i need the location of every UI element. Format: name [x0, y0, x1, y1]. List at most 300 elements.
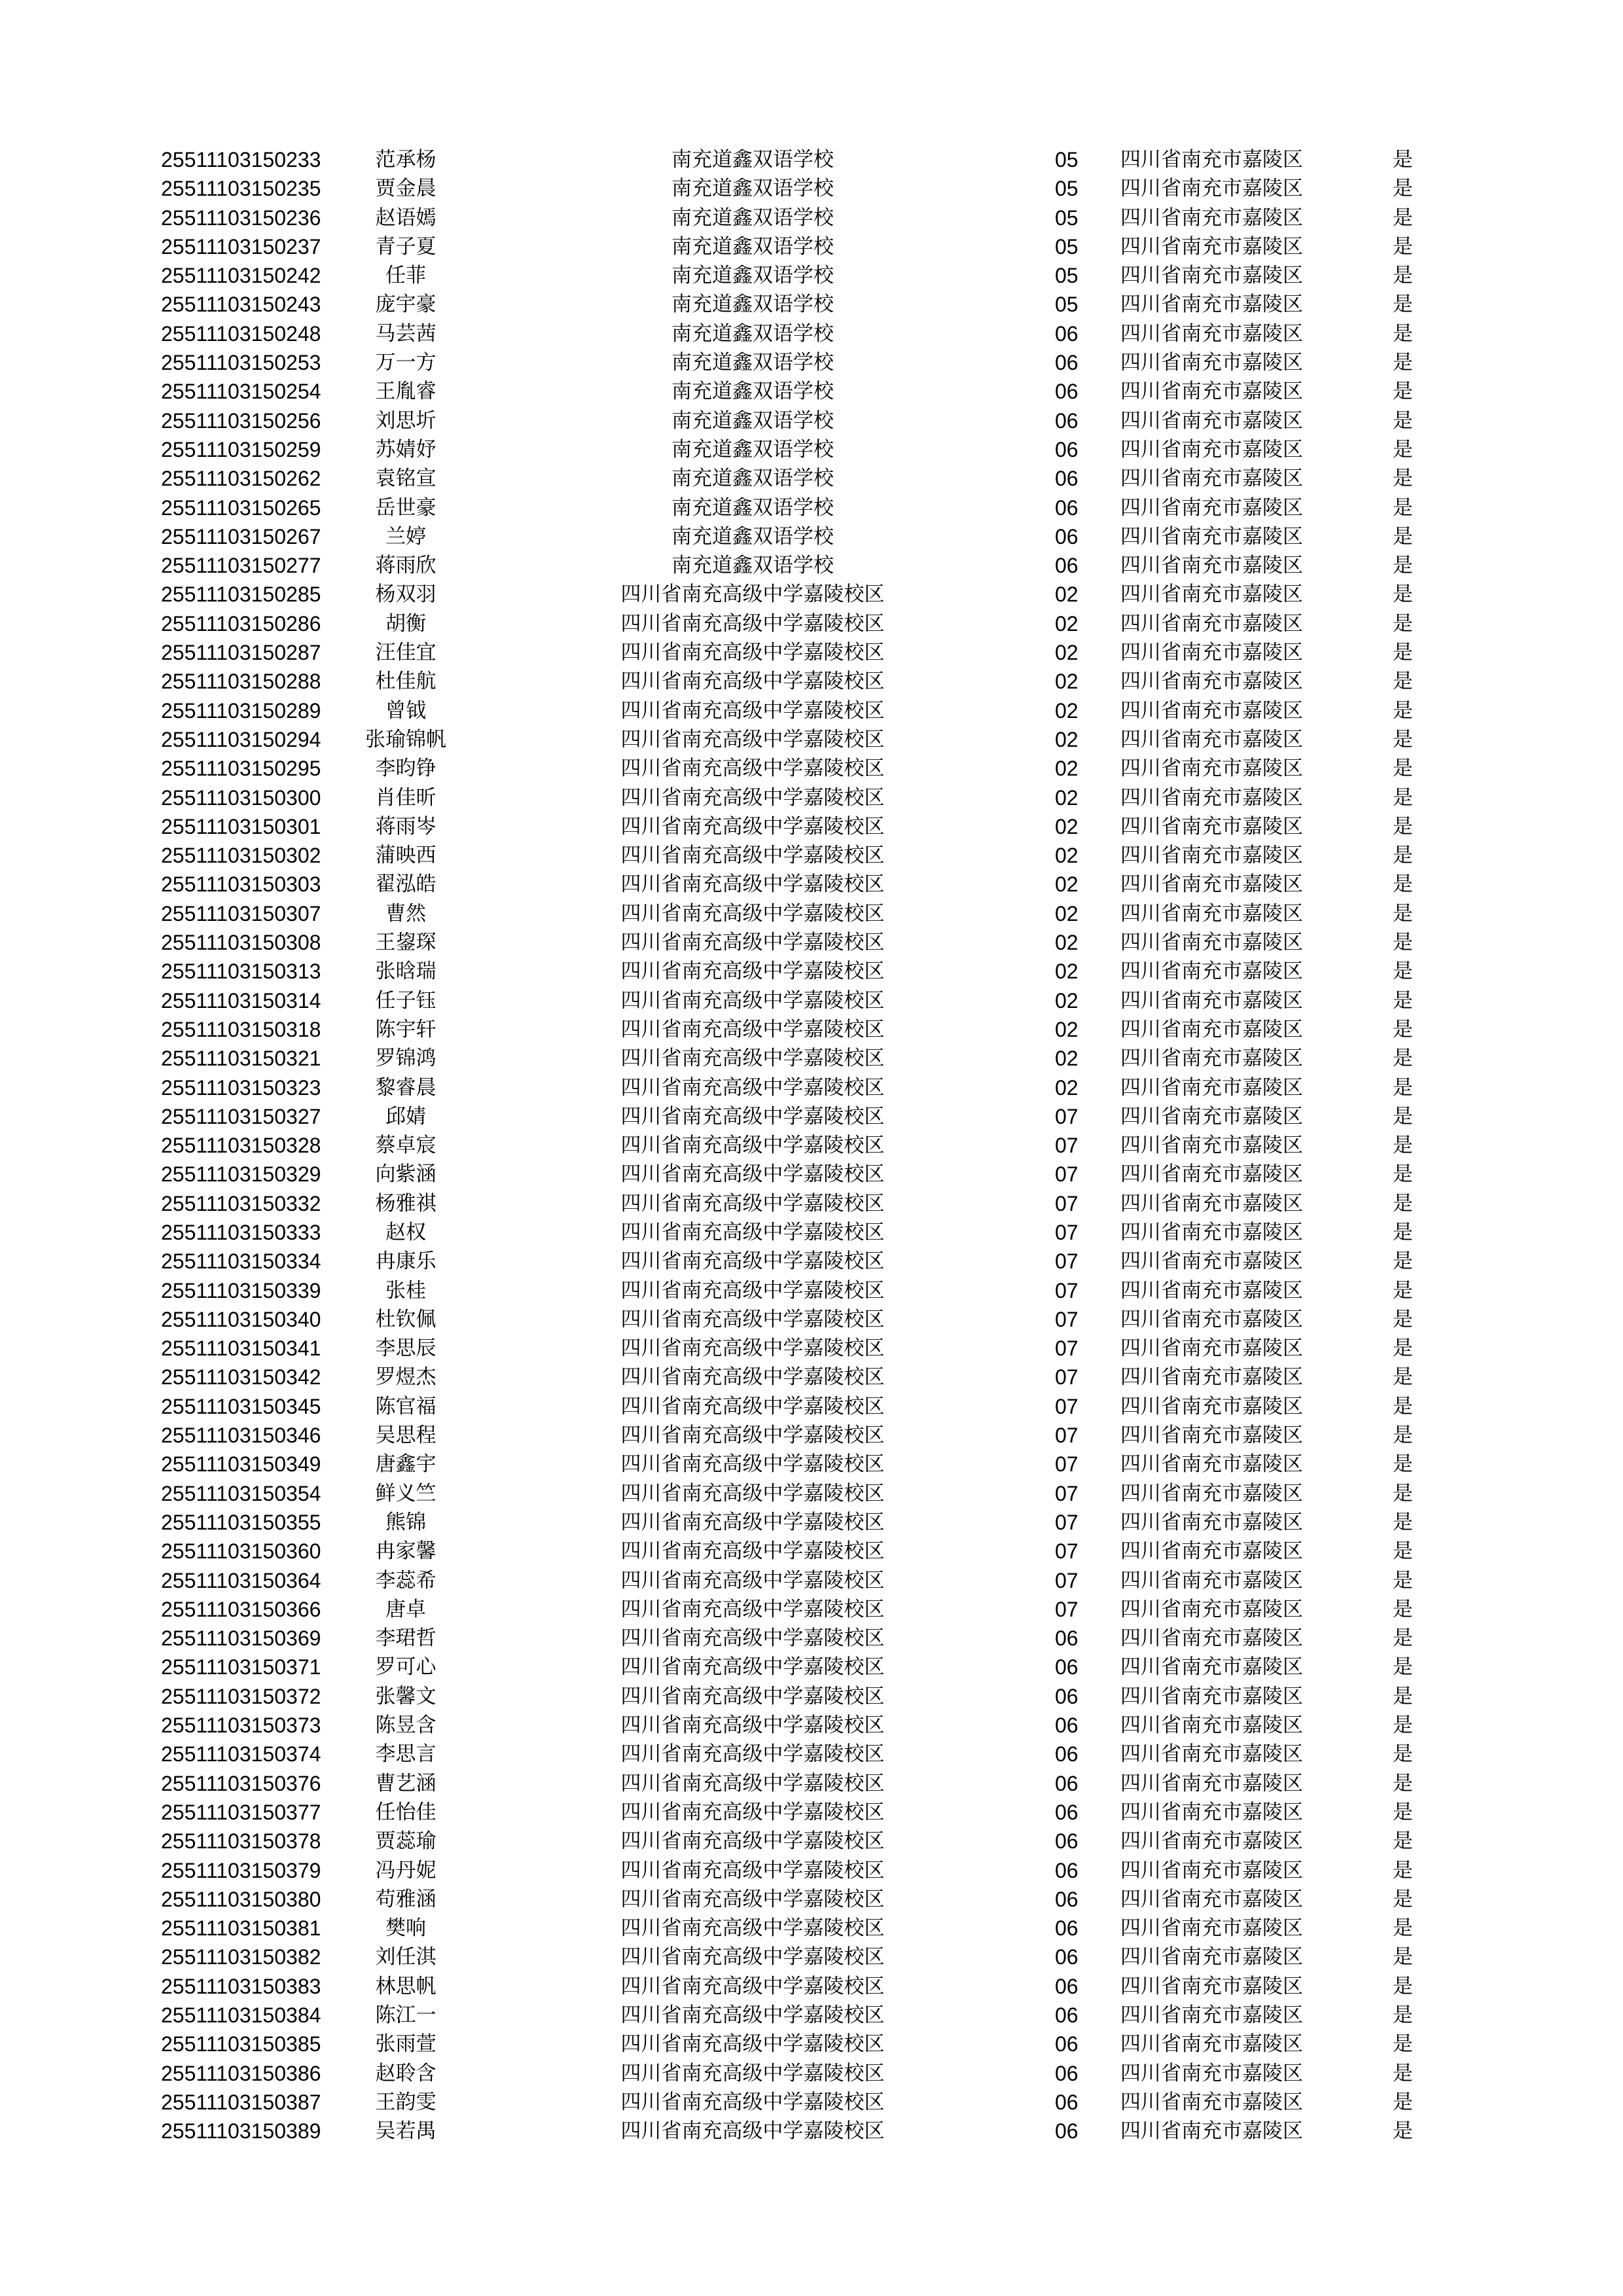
student-id-cell: 25511103150286: [161, 611, 321, 636]
student-id-cell: 25511103150385: [161, 2032, 321, 2056]
student-name-cell: 曹艺涵: [375, 1771, 437, 1795]
class-code-cell: 06: [1055, 1916, 1079, 1941]
table-row: [0, 725, 1623, 754]
student-name-cell: 蒋雨欣: [375, 554, 437, 578]
school-name-cell: 四川省南充高级中学嘉陵校区: [620, 583, 885, 607]
student-id-cell: 25511103150277: [161, 554, 321, 578]
school-name-cell: 南充道鑫双语学校: [671, 437, 834, 461]
class-code-cell: 07: [1055, 1424, 1079, 1448]
student-name-cell: 吴思程: [375, 1424, 437, 1448]
region-cell: 四川省南充市嘉陵区: [1120, 670, 1303, 694]
region-cell: 四川省南充市嘉陵区: [1120, 872, 1303, 897]
class-code-cell: 06: [1055, 554, 1079, 578]
table-row: [0, 1479, 1623, 1508]
school-name-cell: 南充道鑫双语学校: [671, 177, 834, 201]
status-flag-cell: 是: [1393, 1800, 1413, 1824]
student-id-cell: 25511103150285: [161, 583, 321, 607]
region-cell: 四川省南充市嘉陵区: [1120, 495, 1303, 520]
school-name-cell: 四川省南充高级中学嘉陵校区: [620, 1684, 885, 1708]
status-flag-cell: 是: [1393, 1336, 1413, 1361]
student-name-cell: 罗可心: [375, 1655, 437, 1679]
status-flag-cell: 是: [1393, 177, 1413, 201]
class-code-cell: 07: [1055, 1162, 1079, 1187]
class-code-cell: 02: [1055, 1075, 1079, 1100]
status-flag-cell: 是: [1393, 1626, 1413, 1651]
class-code-cell: 05: [1055, 206, 1079, 230]
status-flag-cell: 是: [1393, 583, 1413, 607]
region-cell: 四川省南充市嘉陵区: [1120, 2003, 1303, 2027]
class-code-cell: 02: [1055, 727, 1079, 751]
status-flag-cell: 是: [1393, 1104, 1413, 1128]
status-flag-cell: 是: [1393, 524, 1413, 548]
school-name-cell: 四川省南充高级中学嘉陵校区: [620, 1858, 885, 1882]
student-id-cell: 25511103150349: [161, 1452, 321, 1477]
region-cell: 四川省南充市嘉陵区: [1120, 437, 1303, 461]
student-name-cell: 陈官福: [375, 1394, 437, 1418]
class-code-cell: 06: [1055, 2119, 1079, 2144]
status-flag-cell: 是: [1393, 1365, 1413, 1390]
school-name-cell: 四川省南充高级中学嘉陵校区: [620, 757, 885, 781]
student-name-cell: 吴若禺: [375, 2119, 437, 2144]
status-flag-cell: 是: [1393, 611, 1413, 636]
status-flag-cell: 是: [1393, 901, 1413, 925]
status-flag-cell: 是: [1393, 148, 1413, 171]
student-name-cell: 庞宇豪: [375, 293, 437, 317]
class-code-cell: 06: [1055, 437, 1079, 461]
status-flag-cell: 是: [1393, 988, 1413, 1013]
student-name-cell: 马芸茜: [375, 321, 437, 346]
class-code-cell: 06: [1055, 1858, 1079, 1882]
student-id-cell: 25511103150377: [161, 1800, 321, 1824]
table-row: [0, 1914, 1623, 1943]
status-flag-cell: 是: [1393, 321, 1413, 346]
region-cell: 四川省南充市嘉陵区: [1120, 785, 1303, 810]
status-flag-cell: 是: [1393, 785, 1413, 810]
table-row: [0, 493, 1623, 522]
student-name-cell: 蒲映西: [375, 844, 437, 868]
region-cell: 四川省南充市嘉陵区: [1120, 698, 1303, 723]
table-row: [0, 1566, 1623, 1595]
school-name-cell: 四川省南充高级中学嘉陵校区: [620, 1713, 885, 1738]
class-code-cell: 07: [1055, 1365, 1079, 1390]
student-name-cell: 杜佳航: [375, 670, 437, 694]
table-row: [0, 1537, 1623, 1566]
student-name-cell: 向紫涵: [375, 1162, 437, 1187]
class-code-cell: 02: [1055, 814, 1079, 838]
school-name-cell: 四川省南充高级中学嘉陵校区: [620, 1017, 885, 1041]
school-name-cell: 四川省南充高级中学嘉陵校区: [620, 901, 885, 925]
class-code-cell: 06: [1055, 467, 1079, 491]
school-name-cell: 四川省南充高级中学嘉陵校区: [620, 1249, 885, 1274]
student-name-cell: 邱婧: [385, 1104, 426, 1128]
student-id-cell: 25511103150384: [161, 2003, 321, 2027]
school-name-cell: 四川省南充高级中学嘉陵校区: [620, 988, 885, 1013]
student-name-cell: 陈江一: [375, 2003, 437, 2027]
status-flag-cell: 是: [1393, 408, 1413, 433]
class-code-cell: 06: [1055, 1887, 1079, 1911]
student-name-cell: 罗锦鸿: [375, 1047, 437, 1071]
region-cell: 四川省南充市嘉陵区: [1120, 1858, 1303, 1882]
region-cell: 四川省南充市嘉陵区: [1120, 2032, 1303, 2056]
class-code-cell: 06: [1055, 2061, 1079, 2085]
region-cell: 四川省南充市嘉陵区: [1120, 727, 1303, 751]
school-name-cell: 四川省南充高级中学嘉陵校区: [620, 1104, 885, 1128]
region-cell: 四川省南充市嘉陵区: [1120, 1568, 1303, 1592]
status-flag-cell: 是: [1393, 2119, 1413, 2144]
student-id-cell: 25511103150287: [161, 641, 321, 665]
student-name-cell: 冉家馨: [375, 1539, 437, 1564]
student-id-cell: 25511103150327: [161, 1104, 321, 1128]
class-code-cell: 07: [1055, 1452, 1079, 1477]
table-row: [0, 1450, 1623, 1479]
class-code-cell: 05: [1055, 264, 1079, 288]
student-id-cell: 25511103150382: [161, 1945, 321, 1969]
status-flag-cell: 是: [1393, 1307, 1413, 1331]
table-row: [0, 1218, 1623, 1247]
student-id-cell: 25511103150380: [161, 1887, 321, 1911]
region-cell: 四川省南充市嘉陵区: [1120, 1916, 1303, 1941]
status-flag-cell: 是: [1393, 1047, 1413, 1071]
table-row: [0, 667, 1623, 696]
table-row: [0, 1856, 1623, 1885]
student-id-cell: 25511103150345: [161, 1394, 321, 1418]
status-flag-cell: 是: [1393, 931, 1413, 955]
school-name-cell: 四川省南充高级中学嘉陵校区: [620, 2061, 885, 2085]
region-cell: 四川省南充市嘉陵区: [1120, 901, 1303, 925]
school-name-cell: 四川省南充高级中学嘉陵校区: [620, 1134, 885, 1158]
class-code-cell: 06: [1055, 380, 1079, 404]
school-name-cell: 南充道鑫双语学校: [671, 206, 834, 230]
student-name-cell: 张晗瑞: [375, 960, 437, 984]
class-code-cell: 02: [1055, 757, 1079, 781]
status-flag-cell: 是: [1393, 2061, 1413, 2085]
student-name-cell: 汪佳宜: [375, 641, 437, 665]
status-flag-cell: 是: [1393, 206, 1413, 230]
status-flag-cell: 是: [1393, 1539, 1413, 1564]
student-id-cell: 25511103150237: [161, 234, 321, 259]
class-code-cell: 07: [1055, 1539, 1079, 1564]
school-name-cell: 四川省南充高级中学嘉陵校区: [620, 931, 885, 955]
student-name-cell: 翟泓皓: [375, 872, 437, 897]
student-name-cell: 苏婧妤: [375, 437, 437, 461]
class-code-cell: 06: [1055, 2003, 1079, 2027]
class-code-cell: 06: [1055, 1771, 1079, 1795]
table-row: [0, 638, 1623, 667]
student-name-cell: 熊锦: [385, 1510, 426, 1534]
school-name-cell: 四川省南充高级中学嘉陵校区: [620, 1800, 885, 1824]
student-name-cell: 蒋雨岑: [375, 814, 437, 838]
region-cell: 四川省南充市嘉陵区: [1120, 1742, 1303, 1767]
class-code-cell: 02: [1055, 785, 1079, 810]
status-flag-cell: 是: [1393, 1742, 1413, 1767]
region-cell: 四川省南充市嘉陵区: [1120, 611, 1303, 636]
student-id-cell: 25511103150248: [161, 321, 321, 346]
class-code-cell: 06: [1055, 1684, 1079, 1708]
student-id-cell: 25511103150314: [161, 988, 321, 1013]
class-code-cell: 07: [1055, 1510, 1079, 1534]
school-name-cell: 四川省南充高级中学嘉陵校区: [620, 1336, 885, 1361]
student-id-cell: 25511103150294: [161, 727, 321, 751]
student-name-cell: 陈昱含: [375, 1713, 437, 1738]
class-code-cell: 02: [1055, 844, 1079, 868]
region-cell: 四川省南充市嘉陵区: [1120, 1481, 1303, 1505]
table-row: [0, 290, 1623, 319]
student-name-cell: 罗煜杰: [375, 1365, 437, 1390]
region-cell: 四川省南充市嘉陵区: [1120, 1394, 1303, 1418]
region-cell: 四川省南充市嘉陵区: [1120, 1626, 1303, 1651]
student-name-cell: 林思帆: [375, 1974, 437, 1998]
student-id-cell: 25511103150233: [161, 148, 321, 171]
school-name-cell: 南充道鑫双语学校: [671, 554, 834, 578]
class-code-cell: 07: [1055, 1481, 1079, 1505]
status-flag-cell: 是: [1393, 1858, 1413, 1882]
table-row: [0, 204, 1623, 232]
status-flag-cell: 是: [1393, 1945, 1413, 1969]
class-code-cell: 06: [1055, 1742, 1079, 1767]
student-id-cell: 25511103150387: [161, 2090, 321, 2114]
table-row: [0, 986, 1623, 1015]
student-id-cell: 25511103150259: [161, 437, 321, 461]
student-id-cell: 25511103150307: [161, 901, 321, 925]
student-name-cell: 杨双羽: [375, 583, 437, 607]
student-id-cell: 25511103150366: [161, 1597, 321, 1621]
class-code-cell: 05: [1055, 177, 1079, 201]
table-row: [0, 2088, 1623, 2117]
region-cell: 四川省南充市嘉陵区: [1120, 1365, 1303, 1390]
table-row: [0, 2117, 1623, 2145]
student-id-cell: 25511103150332: [161, 1191, 321, 1215]
student-name-cell: 贾蕊瑜: [375, 1829, 437, 1854]
table-row: [0, 551, 1623, 580]
school-name-cell: 四川省南充高级中学嘉陵校区: [620, 1829, 885, 1854]
class-code-cell: 02: [1055, 611, 1079, 636]
student-id-cell: 25511103150383: [161, 1974, 321, 1998]
school-name-cell: 四川省南充高级中学嘉陵校区: [620, 1047, 885, 1071]
student-id-cell: 25511103150379: [161, 1858, 321, 1882]
student-name-cell: 刘思圻: [375, 408, 437, 433]
class-code-cell: 02: [1055, 641, 1079, 665]
table-row: [0, 2001, 1623, 2030]
table-row: [0, 783, 1623, 812]
region-cell: 四川省南充市嘉陵区: [1120, 1249, 1303, 1274]
status-flag-cell: 是: [1393, 1916, 1413, 1941]
status-flag-cell: 是: [1393, 2090, 1413, 2114]
status-flag-cell: 是: [1393, 1191, 1413, 1215]
student-id-cell: 25511103150236: [161, 206, 321, 230]
student-name-cell: 袁铭宣: [375, 467, 437, 491]
table-row: [0, 899, 1623, 928]
status-flag-cell: 是: [1393, 1713, 1413, 1738]
class-code-cell: 06: [1055, 1974, 1079, 1998]
school-name-cell: 四川省南充高级中学嘉陵校区: [620, 1539, 885, 1564]
student-id-cell: 25511103150235: [161, 177, 321, 201]
status-flag-cell: 是: [1393, 234, 1413, 259]
student-name-cell: 赵权: [385, 1220, 426, 1244]
class-code-cell: 07: [1055, 1307, 1079, 1331]
region-cell: 四川省南充市嘉陵区: [1120, 234, 1303, 259]
table-row: [0, 1798, 1623, 1827]
student-id-cell: 25511103150376: [161, 1771, 321, 1795]
table-row: [0, 1885, 1623, 1914]
student-id-cell: 25511103150360: [161, 1539, 321, 1564]
region-cell: 四川省南充市嘉陵区: [1120, 1047, 1303, 1071]
student-id-cell: 25511103150308: [161, 931, 321, 955]
region-cell: 四川省南充市嘉陵区: [1120, 2061, 1303, 2085]
school-name-cell: 南充道鑫双语学校: [671, 467, 834, 491]
status-flag-cell: 是: [1393, 1162, 1413, 1187]
student-id-cell: 25511103150267: [161, 524, 321, 548]
region-cell: 四川省南充市嘉陵区: [1120, 1771, 1303, 1795]
class-code-cell: 05: [1055, 234, 1079, 259]
class-code-cell: 06: [1055, 1800, 1079, 1824]
table-row: [0, 812, 1623, 841]
class-code-cell: 07: [1055, 1394, 1079, 1418]
region-cell: 四川省南充市嘉陵区: [1120, 757, 1303, 781]
status-flag-cell: 是: [1393, 960, 1413, 984]
school-name-cell: 四川省南充高级中学嘉陵校区: [620, 1597, 885, 1621]
region-cell: 四川省南充市嘉陵区: [1120, 1887, 1303, 1911]
school-name-cell: 四川省南充高级中学嘉陵校区: [620, 872, 885, 897]
school-name-cell: 四川省南充高级中学嘉陵校区: [620, 1916, 885, 1941]
school-name-cell: 四川省南充高级中学嘉陵校区: [620, 1220, 885, 1244]
student-id-cell: 25511103150302: [161, 844, 321, 868]
status-flag-cell: 是: [1393, 1017, 1413, 1041]
table-row: [0, 232, 1623, 261]
school-name-cell: 四川省南充高级中学嘉陵校区: [620, 1162, 885, 1187]
class-code-cell: 07: [1055, 1104, 1079, 1128]
student-name-cell: 李思辰: [375, 1336, 437, 1361]
student-id-cell: 25511103150346: [161, 1424, 321, 1448]
student-name-cell: 胡衡: [385, 611, 426, 636]
student-id-cell: 25511103150355: [161, 1510, 321, 1534]
student-id-cell: 25511103150333: [161, 1220, 321, 1244]
student-id-cell: 25511103150369: [161, 1626, 321, 1651]
status-flag-cell: 是: [1393, 495, 1413, 520]
region-cell: 四川省南充市嘉陵区: [1120, 931, 1303, 955]
region-cell: 四川省南充市嘉陵区: [1120, 206, 1303, 230]
region-cell: 四川省南充市嘉陵区: [1120, 1829, 1303, 1854]
class-code-cell: 02: [1055, 960, 1079, 984]
table-row: [0, 1073, 1623, 1102]
region-cell: 四川省南充市嘉陵区: [1120, 408, 1303, 433]
table-row: [0, 174, 1623, 203]
status-flag-cell: 是: [1393, 2003, 1413, 2027]
student-name-cell: 唐鑫宇: [375, 1452, 437, 1477]
student-id-cell: 25511103150262: [161, 467, 321, 491]
school-name-cell: 四川省南充高级中学嘉陵校区: [620, 1452, 885, 1477]
student-name-cell: 曹然: [385, 901, 426, 925]
school-name-cell: 四川省南充高级中学嘉陵校区: [620, 1278, 885, 1302]
roster-table: [0, 145, 1623, 2145]
student-id-cell: 25511103150265: [161, 495, 321, 520]
region-cell: 四川省南充市嘉陵区: [1120, 2119, 1303, 2144]
student-name-cell: 贾金晨: [375, 177, 437, 201]
student-id-cell: 25511103150364: [161, 1568, 321, 1592]
region-cell: 四川省南充市嘉陵区: [1120, 960, 1303, 984]
school-name-cell: 南充道鑫双语学校: [671, 234, 834, 259]
school-name-cell: 四川省南充高级中学嘉陵校区: [620, 1075, 885, 1100]
region-cell: 四川省南充市嘉陵区: [1120, 844, 1303, 868]
region-cell: 四川省南充市嘉陵区: [1120, 293, 1303, 317]
status-flag-cell: 是: [1393, 844, 1413, 868]
class-code-cell: 02: [1055, 583, 1079, 607]
status-flag-cell: 是: [1393, 1771, 1413, 1795]
class-code-cell: 02: [1055, 988, 1079, 1013]
class-code-cell: 07: [1055, 1220, 1079, 1244]
region-cell: 四川省南充市嘉陵区: [1120, 1191, 1303, 1215]
class-code-cell: 02: [1055, 670, 1079, 694]
region-cell: 四川省南充市嘉陵区: [1120, 351, 1303, 375]
region-cell: 四川省南充市嘉陵区: [1120, 583, 1303, 607]
student-id-cell: 25511103150288: [161, 670, 321, 694]
class-code-cell: 06: [1055, 2032, 1079, 2056]
class-code-cell: 05: [1055, 293, 1079, 317]
status-flag-cell: 是: [1393, 1510, 1413, 1534]
class-code-cell: 07: [1055, 1249, 1079, 1274]
student-name-cell: 岳世豪: [375, 495, 437, 520]
region-cell: 四川省南充市嘉陵区: [1120, 1336, 1303, 1361]
status-flag-cell: 是: [1393, 1887, 1413, 1911]
table-row: [0, 319, 1623, 348]
table-row: [0, 1943, 1623, 1971]
region-cell: 四川省南充市嘉陵区: [1120, 1539, 1303, 1564]
student-id-cell: 25511103150253: [161, 351, 321, 375]
table-row: [0, 1102, 1623, 1131]
student-id-cell: 25511103150256: [161, 408, 321, 433]
class-code-cell: 02: [1055, 931, 1079, 955]
region-cell: 四川省南充市嘉陵区: [1120, 1134, 1303, 1158]
student-name-cell: 任怡佳: [375, 1800, 437, 1824]
school-name-cell: 四川省南充高级中学嘉陵校区: [620, 1365, 885, 1390]
table-row: [0, 1247, 1623, 1276]
student-name-cell: 任菲: [385, 264, 426, 288]
table-row: [0, 1508, 1623, 1537]
student-id-cell: 25511103150303: [161, 872, 321, 897]
student-name-cell: 杨雅祺: [375, 1191, 437, 1215]
school-name-cell: 四川省南充高级中学嘉陵校区: [620, 2090, 885, 2114]
student-id-cell: 25511103150242: [161, 264, 321, 288]
class-code-cell: 07: [1055, 1278, 1079, 1302]
status-flag-cell: 是: [1393, 1829, 1413, 1854]
class-code-cell: 07: [1055, 1191, 1079, 1215]
table-row: [0, 1334, 1623, 1363]
table-row: [0, 1160, 1623, 1189]
status-flag-cell: 是: [1393, 380, 1413, 404]
table-row: [0, 1189, 1623, 1218]
student-name-cell: 青子夏: [375, 234, 437, 259]
region-cell: 四川省南充市嘉陵区: [1120, 1510, 1303, 1534]
student-id-cell: 25511103150373: [161, 1713, 321, 1738]
table-row: [0, 1769, 1623, 1798]
status-flag-cell: 是: [1393, 1974, 1413, 1998]
region-cell: 四川省南充市嘉陵区: [1120, 1220, 1303, 1244]
student-name-cell: 蔡卓宸: [375, 1134, 437, 1158]
status-flag-cell: 是: [1393, 1568, 1413, 1592]
table-row: [0, 1305, 1623, 1334]
student-id-cell: 25511103150341: [161, 1336, 321, 1361]
status-flag-cell: 是: [1393, 293, 1413, 317]
school-name-cell: 四川省南充高级中学嘉陵校区: [620, 814, 885, 838]
table-row: [0, 1740, 1623, 1768]
student-name-cell: 李珺哲: [375, 1626, 437, 1651]
table-row: [0, 1421, 1623, 1450]
student-name-cell: 樊响: [385, 1916, 426, 1941]
region-cell: 四川省南充市嘉陵区: [1120, 1945, 1303, 1969]
status-flag-cell: 是: [1393, 1452, 1413, 1477]
class-code-cell: 06: [1055, 351, 1079, 375]
student-id-cell: 25511103150389: [161, 2119, 321, 2144]
status-flag-cell: 是: [1393, 727, 1413, 751]
